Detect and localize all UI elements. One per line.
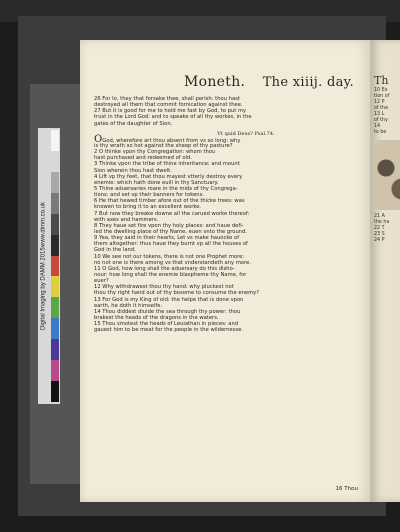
text-line: 7 But now they breake downe all the carued worke thereof: <box>94 210 250 217</box>
opposite-fragment: 14 <box>374 124 381 129</box>
text-line: gauest him to be meat for the people in the wildernesse. <box>94 327 244 334</box>
text-line: 4 Lift vp thy feet, that thou mayest vtterly destroy every <box>94 173 243 180</box>
color-swatch <box>51 297 59 318</box>
opposite-fragment: 22 T <box>374 226 385 231</box>
color-swatch <box>51 172 59 193</box>
opposite-fragment: of thy <box>374 118 388 123</box>
text-line: euer? <box>94 278 109 285</box>
credit-line-1: Digital Imaging by DAMM 2015 <box>40 247 47 330</box>
running-head <box>94 74 358 90</box>
text-line: 15 Thou smotest the heads of Leuiathan in pieces: and <box>94 321 239 328</box>
text-line: 9 Yea, they said in their hearts, Let vs make hauocke of <box>94 235 240 242</box>
initial-letter: O <box>94 133 103 145</box>
opposite-fragment: 10 Ex <box>374 88 388 93</box>
opposite-fragment: tion of <box>374 94 390 99</box>
text-line: destroyed all them that commit fornication against thee. <box>94 102 243 109</box>
color-swatch <box>51 235 59 256</box>
opposite-heading: Th <box>374 74 389 87</box>
text-line-rest: God, wherefore art thou absent from vs so long: why <box>102 137 241 144</box>
text-line: Sion wherein thou hast dwelt. <box>94 167 172 174</box>
text-line: 10 We see not our tokens, there is not one Prophet more: <box>94 253 245 260</box>
color-swatch <box>51 214 59 235</box>
text-line: trust in the Lord God: and to speake of all thy workes, in the <box>94 114 252 121</box>
color-swatch <box>51 151 59 172</box>
text-line: Vt quid Deus? Psal.74. <box>217 130 275 137</box>
opposite-fragment: to be <box>374 130 387 135</box>
text-line: earth, he doth it himselfe. <box>94 302 163 309</box>
text-line: led the dwelling place of thy Name, euen vnto the ground. <box>94 228 248 235</box>
text-line: 6 He that hewed timber afore out of the thicke trees: was <box>94 198 245 205</box>
decorated-initial-ornament <box>374 140 400 210</box>
catchword: 16 Thou <box>335 486 358 492</box>
text-line: hast purchased and redeemed of old. <box>94 155 192 162</box>
text-line: 13 For God is my King of old: the helpe that is done vpon <box>94 296 244 303</box>
text-line: them altogether: thus haue they burnt vp all the houses of <box>94 241 248 248</box>
opposite-fragment: 13 L <box>374 112 385 117</box>
text-line: is thy wrath so hot against the sheep of thy pasture? <box>94 142 233 149</box>
running-head-day: The xiiij. day. <box>262 75 354 90</box>
text-line: 26 For lo, they that forsake thee, shall perish: thou hast <box>94 96 240 102</box>
text-line: 3 Thinke vpon the tribe of thine inheritance: and mount <box>94 161 240 168</box>
color-swatch <box>51 339 59 360</box>
text-line: 14 Thou diddest diuide the sea through thy power: thou <box>94 308 241 315</box>
text-line: knowen to bring it to an excellent worke. <box>94 204 202 211</box>
book-page <box>80 40 370 502</box>
opposite-fragment: 23 S <box>374 232 385 237</box>
color-swatch <box>51 256 59 277</box>
opposite-page-edge <box>370 40 400 502</box>
text-line: enemie: which hath done euill in thy Sanctuary. <box>94 179 219 186</box>
text-line: thou thy right hand out of thy bosome to consume the enemy? <box>94 290 260 297</box>
credit-line-2: www.dimm.co.uk <box>40 202 47 248</box>
opposite-fragment: of the <box>374 106 389 111</box>
text-line: tions: and set vp their banners for tokens. <box>94 192 204 199</box>
text-line: nour: how long shall the enemie blaspheme thy Name, for <box>94 271 247 278</box>
opposite-fragment: the ha <box>374 220 390 225</box>
color-swatch <box>51 318 59 339</box>
color-swatch <box>51 276 59 297</box>
color-swatch <box>51 381 59 402</box>
text-line: God in the land. <box>94 247 136 254</box>
color-swatch <box>51 130 59 151</box>
text-line: 12 Why withdrawest thou thy hand: why pluckest not <box>94 284 234 291</box>
text-line: 27 But it is good for me to hold me fast by God, to put my <box>94 108 247 115</box>
psalm-text <box>94 96 358 333</box>
text-line: 5 Thine aduersaries roare in the mids of thy Congrega- <box>94 185 238 192</box>
digitization-credit <box>38 128 50 404</box>
text-line: no not one is there among vs that vnderstandeth any more. <box>94 259 252 266</box>
opposite-fragment: 12 P <box>374 100 385 105</box>
running-head-word: Moneth. <box>184 74 246 90</box>
color-swatch <box>51 360 59 381</box>
opposite-fragment: 21 A <box>374 214 385 219</box>
text-line: with axes and hammers. <box>94 216 159 223</box>
text-line: 2 O thinke vpon thy Congregation: whom thou <box>94 149 216 156</box>
opposite-fragment: 24 P <box>374 238 385 243</box>
color-swatch <box>51 193 59 214</box>
text-line: 11 O God, how long shall the aduersary do this disho- <box>94 265 235 272</box>
text-line: gates of the daughter of Sion. <box>94 120 173 127</box>
text-line: 8 They haue set fire vpon thy holy places: and haue defi- <box>94 222 244 229</box>
text-line: brakest the heads of the dragons in the waters. <box>94 314 219 321</box>
